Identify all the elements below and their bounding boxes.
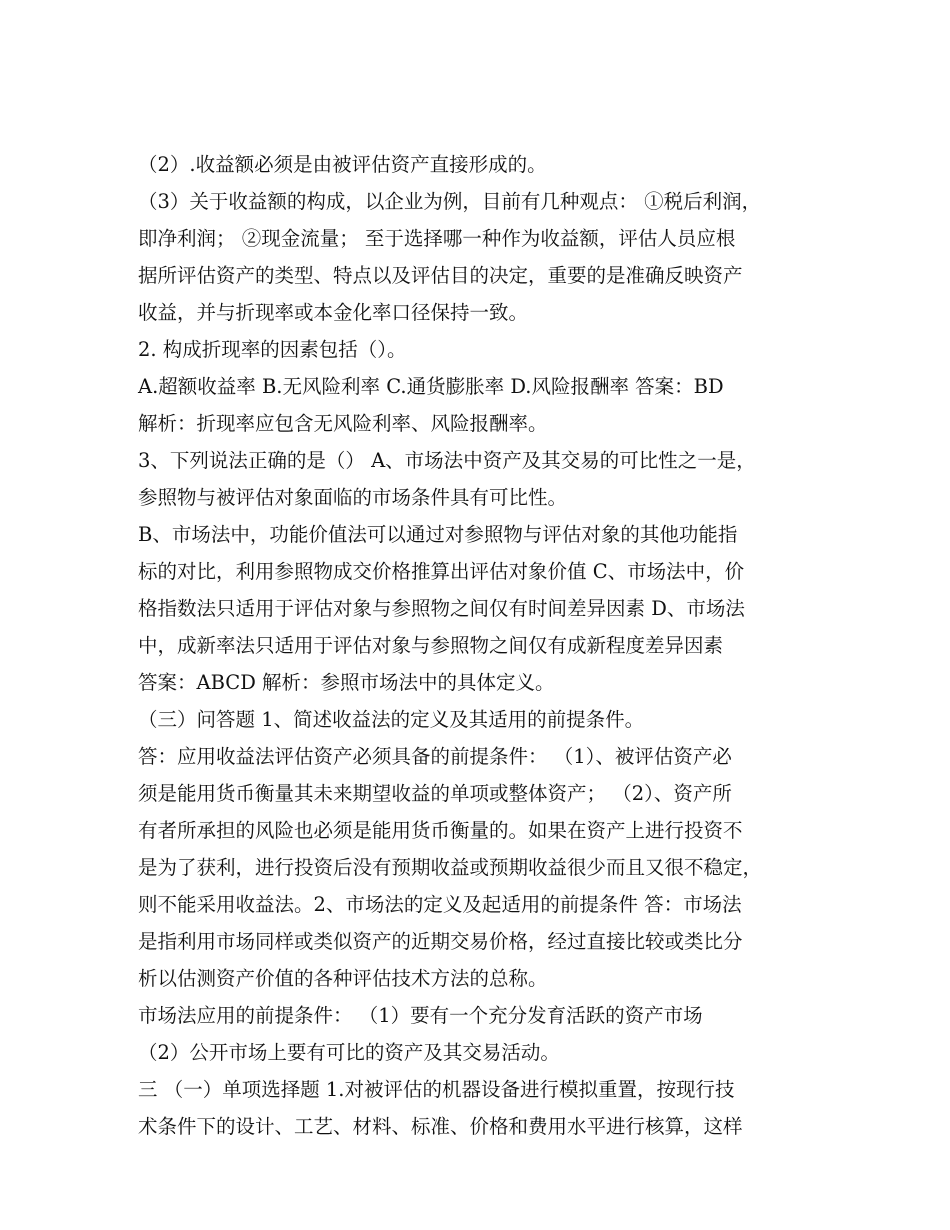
- text-line: （2）公开市场上要有可比的资产及其交易活动。: [138, 1041, 560, 1064]
- text-line: 有者所承担的风险也必须是能用货币衡量的。如果在资产上进行投资不: [138, 819, 743, 842]
- text-line: 收益，并与折现率或本金化率口径保持一致。: [138, 301, 529, 324]
- text-line: 市场法应用的前提条件： （1）要有一个充分发育活跃的资产市场: [138, 1004, 703, 1027]
- text-line: 参照物与被评估对象面临的市场条件具有可比性。: [138, 486, 568, 509]
- text-line: 析以估测资产价值的各种评估技术方法的总称。: [138, 967, 548, 990]
- text-line: 格指数法只适用于评估对象与参照物之间仅有时间差异因素 D、市场法: [138, 597, 745, 620]
- text-line: 是指利用市场同样或类似资产的近期交易价格，经过直接比较或类比分: [138, 930, 743, 953]
- text-line: 答案：ABCD 解析：参照市场法中的具体定义。: [138, 671, 555, 694]
- text-line: （2）.收益额必须是由被评估资产直接形成的。: [138, 153, 547, 176]
- text-line: 标的对比，利用参照物成交价格推算出评估对象价值 C、市场法中，价: [138, 560, 745, 583]
- text-line: 是为了获利，进行投资后没有预期收益或预期收益很少而且又很不稳定，: [138, 856, 763, 879]
- text-line: 即净利润； ②现金流量； 至于选择哪一种作为收益额，评估人员应根: [138, 227, 736, 250]
- document-body: [138, 146, 828, 1145]
- text-line: （三）问答题 1、简述收益法的定义及其适用的前提条件。: [138, 708, 645, 731]
- text-line: 三 （一）单项选择题 1.对被评估的机器设备进行模拟重置，按现行技: [138, 1078, 735, 1101]
- text-line: 据所评估资产的类型、特点以及评估目的决定，重要的是准确反映资产: [138, 264, 743, 287]
- text-line: 中，成新率法只适用于评估对象与参照物之间仅有成新程度差异因素: [138, 634, 724, 657]
- text-line: 解析：折现率应包含无风险利率、风险报酬率。: [138, 412, 548, 435]
- text-line: 2. 构成折现率的因素包括（）。: [138, 338, 407, 361]
- text-line: 3、下列说法正确的是（） A、市场法中资产及其交易的可比性之一是，: [138, 449, 756, 472]
- text-line: 术条件下的设计、工艺、材料、标准、价格和费用水平进行核算，这样: [138, 1115, 743, 1138]
- text-line: A.超额收益率 B.无风险利率 C.通货膨胀率 D.风险报酬率 答案：BD: [138, 375, 724, 398]
- text-line: B、市场法中，功能价值法可以通过对参照物与评估对象的其他功能指: [138, 523, 738, 546]
- text-line: 答：应用收益法评估资产必须具备的前提条件： （1）、被评估资产必: [138, 745, 732, 768]
- text-line: （3）关于收益额的构成，以企业为例，目前有几种观点： ①税后利润，: [138, 190, 762, 213]
- text-line: 须是能用货币衡量其未来期望收益的单项或整体资产； （2）、资产所: [138, 782, 732, 805]
- text-line: 则不能采用收益法。2、市场法的定义及起适用的前提条件 答：市场法: [138, 893, 742, 916]
